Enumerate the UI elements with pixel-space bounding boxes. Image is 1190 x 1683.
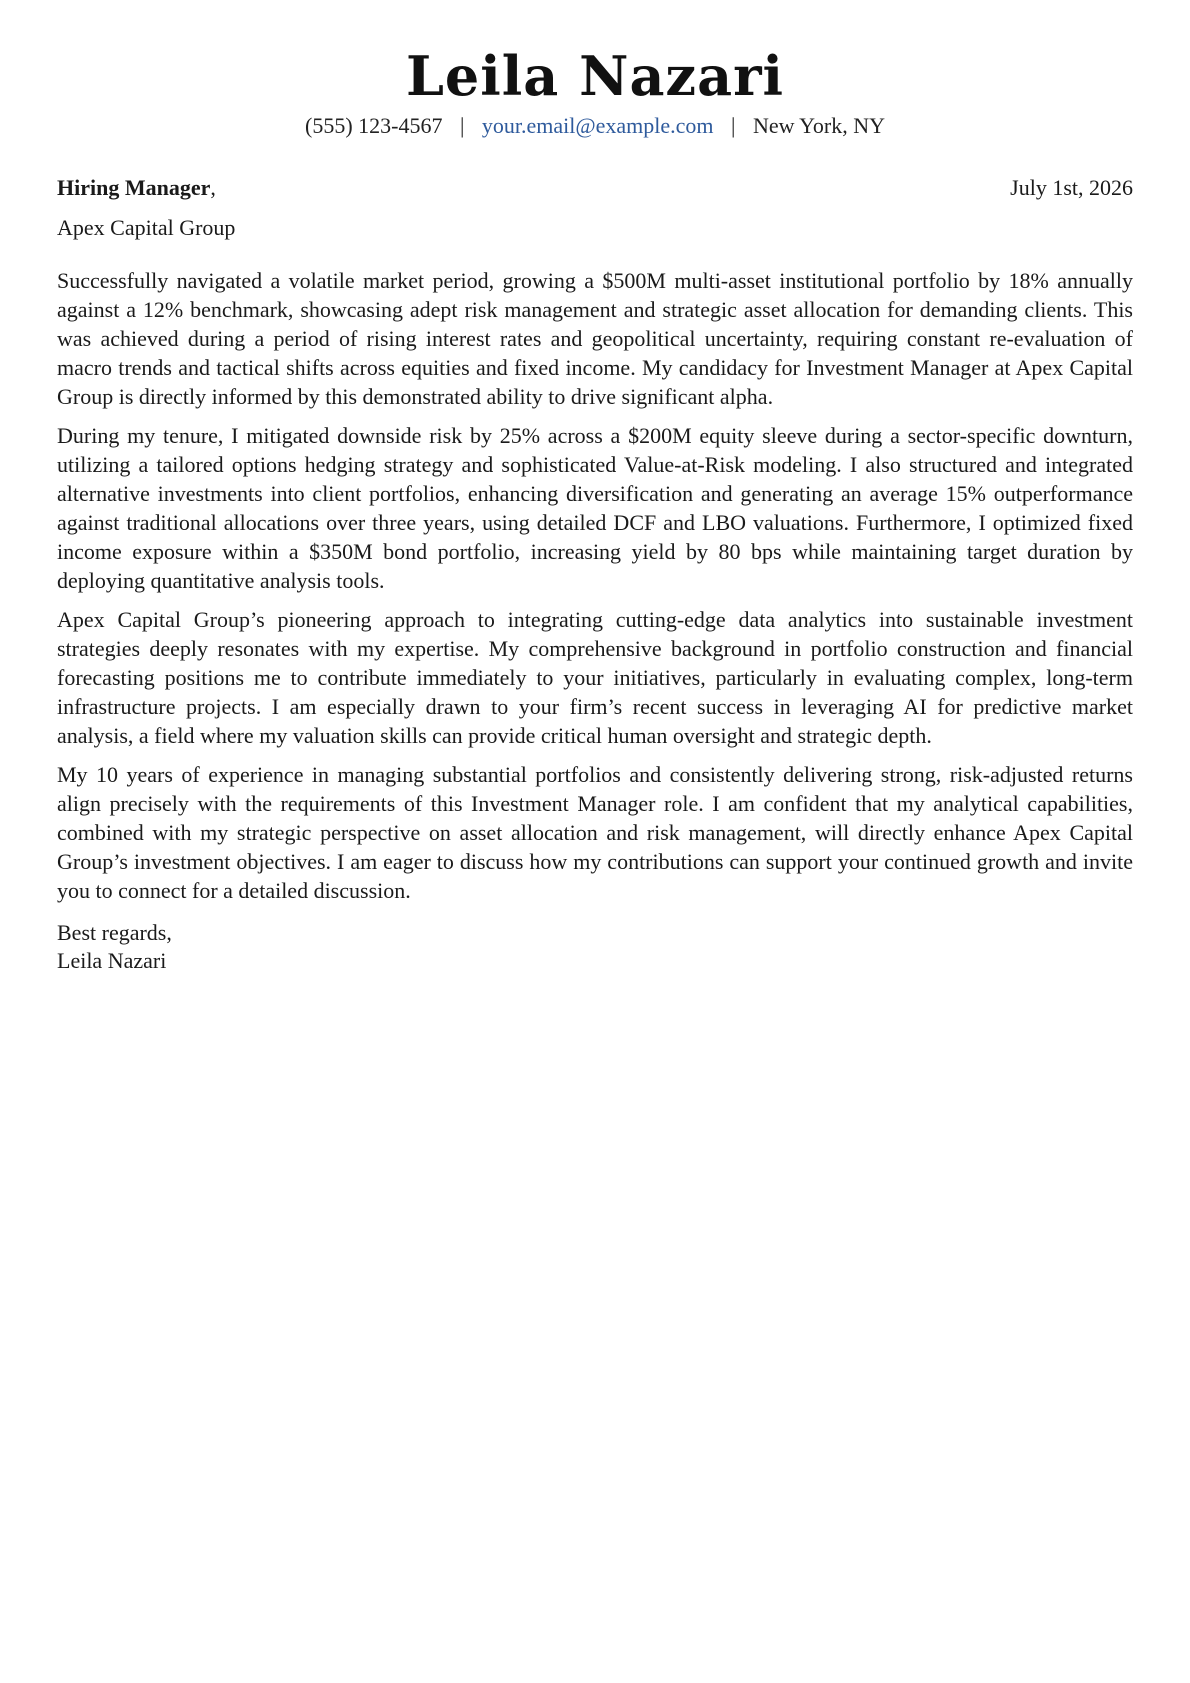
body-paragraph: Apex Capital Group’s pioneering approach to integrating cutting-edge data analytics into sustainable investment strategies deeply resonates with my expertise. My comprehensive background in portfolio construction and financial forecasting positions me to contribute immediately to your initiatives, particularly in evaluating complex, long-term infrastructure projects. I am especially drawn to your firm’s recent success in leveraging AI for predictive market analysis, a field where my valuation skills can provide critical human oversight and strategic depth. [57,607,1133,748]
recipient-title-suffix: , [210,175,216,200]
closing-salutation: Best regards, [57,920,172,945]
letter-closing [57,919,1133,975]
recipient-title: Hiring Manager [57,175,211,200]
contact-separator: | [731,113,736,138]
recipient-salutation [57,174,216,202]
contact-separator: | [460,113,465,138]
recipient-row [57,174,1133,202]
letter-body [57,266,1133,905]
phone-number: (555) 123-4567 [305,113,443,138]
body-paragraph: Successfully navigated a volatile market period, growing a $500M multi-asset institutional portfolio by 18% annually against a 12% benchmark, showcasing adept risk management and strategic asset allocation for demanding clients. This was achieved during a period of rising interest rates and geopolitical uncertainty, requiring constant re-evaluation of macro trends and tactical shifts across equities and fixed income. My candidacy for Investment Manager at Apex Capital Group is directly informed by this demonstrated ability to drive significant alpha. [57,268,1133,409]
applicant-name: Leila Nazari [405,44,785,108]
body-paragraph: During my tenure, I mitigated downside risk by 25% across a $200M equity sleeve during a sector-specific downturn, utilizing a tailored options hedging strategy and sophisticated Value-at-Risk modeling. I also structured and integrated alternative investments into client portfolios, enhancing diversification and generating an average 15% outperformance against traditional allocations over three years, using detailed DCF and LBO valuations. Furthermore, I optimized fixed income exposure within a $350M bond portfolio, increasing yield by 80 bps while maintaining target duration by deploying quantitative analysis tools. [57,423,1133,593]
body-paragraph: My 10 years of experience in managing substantial portfolios and consistently delivering strong, risk-adjusted returns align precisely with the requirements of this Investment Manager role. I am confident that my analytical capabilities, combined with my strategic perspective on asset allocation and risk management, will directly enhance Apex Capital Group’s investment objectives. I am eager to discuss how my contributions can support your continued growth and invite you to connect for a detailed discussion. [57,762,1133,903]
contact-line [57,112,1133,140]
location: New York, NY [752,113,885,138]
signature-name: Leila Nazari [57,948,167,973]
email-link[interactable]: your.email@example.com [481,113,714,138]
recipient-company: Apex Capital Group [57,215,236,240]
letter-date: July 1st, 2026 [1010,175,1133,200]
